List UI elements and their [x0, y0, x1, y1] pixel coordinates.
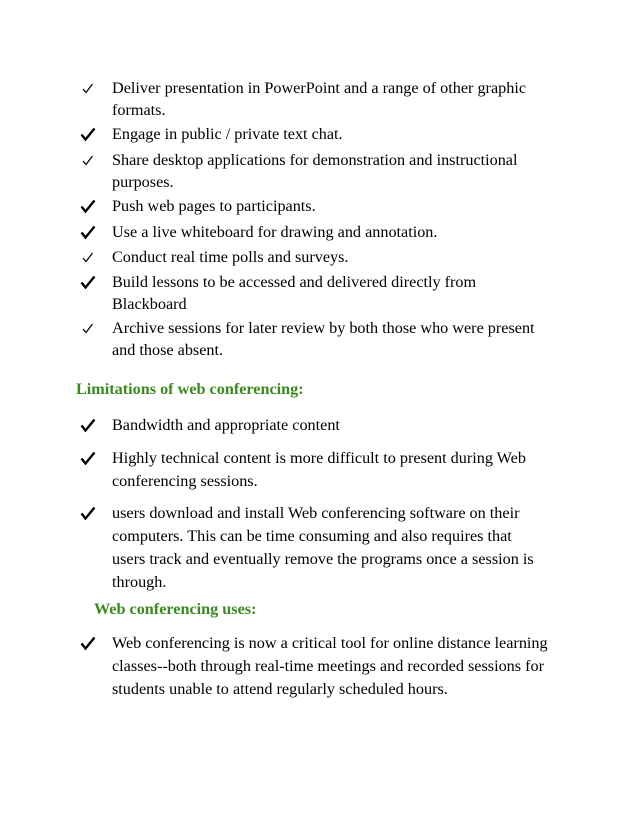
list-item [80, 271, 560, 315]
list-item [80, 317, 560, 361]
list-item [80, 77, 560, 121]
list-item-text: Use a live whiteboard for drawing and annotation. [112, 223, 438, 241]
list-item [80, 221, 560, 243]
list-item-text: Push web pages to participants. [112, 197, 316, 215]
checkmark-icon [80, 246, 96, 268]
checkmark-icon [80, 447, 96, 469]
list-item-text: Bandwidth and appropriate content [112, 416, 340, 434]
list-item-text: Engage in public / private text chat. [112, 125, 343, 143]
checkmark-icon [80, 221, 96, 243]
list-item [80, 447, 560, 493]
list-item-text: users download and install Web conferencing software on their computers. This can be time consuming and also requires that users track and eventually remove the programs once a session is through. [112, 504, 534, 591]
list-item-text: Build lessons to be accessed and delivered directly from Blackboard [112, 273, 477, 313]
checkmark-icon [80, 77, 96, 99]
list-item [80, 246, 560, 268]
list-item-text: Web conferencing is now a critical tool for online distance learning classes--both through real-time meetings and recorded sessions for students unable to attend regularly scheduled hours. [112, 634, 548, 698]
list-item-text: Archive sessions for later review by both those who were present and those absent. [112, 319, 535, 359]
list-item [80, 123, 560, 145]
list-item [80, 149, 560, 193]
list-item-text: Deliver presentation in PowerPoint and a range of other graphic formats. [112, 79, 526, 119]
checkmark-icon [80, 502, 96, 524]
list-item-text: Share desktop applications for demonstration and instructional purposes. [112, 151, 518, 191]
checkmark-icon [80, 271, 96, 293]
list-item [80, 414, 560, 437]
list-item [80, 632, 560, 701]
checkmark-icon [80, 414, 96, 436]
checkmark-icon [80, 195, 96, 217]
checkmark-icon [80, 317, 96, 339]
checkmark-icon [80, 123, 96, 145]
list-item [80, 195, 560, 217]
limitations-heading: Limitations of web conferencing: [76, 380, 304, 398]
list-item [80, 502, 560, 594]
checkmark-icon [80, 149, 96, 171]
list-item-text: Conduct real time polls and surveys. [112, 248, 349, 266]
list-item-text: Highly technical content is more difficult to present during Web conferencing sessions. [112, 449, 526, 490]
uses-heading: Web conferencing uses: [94, 600, 257, 618]
checkmark-icon [80, 632, 96, 654]
